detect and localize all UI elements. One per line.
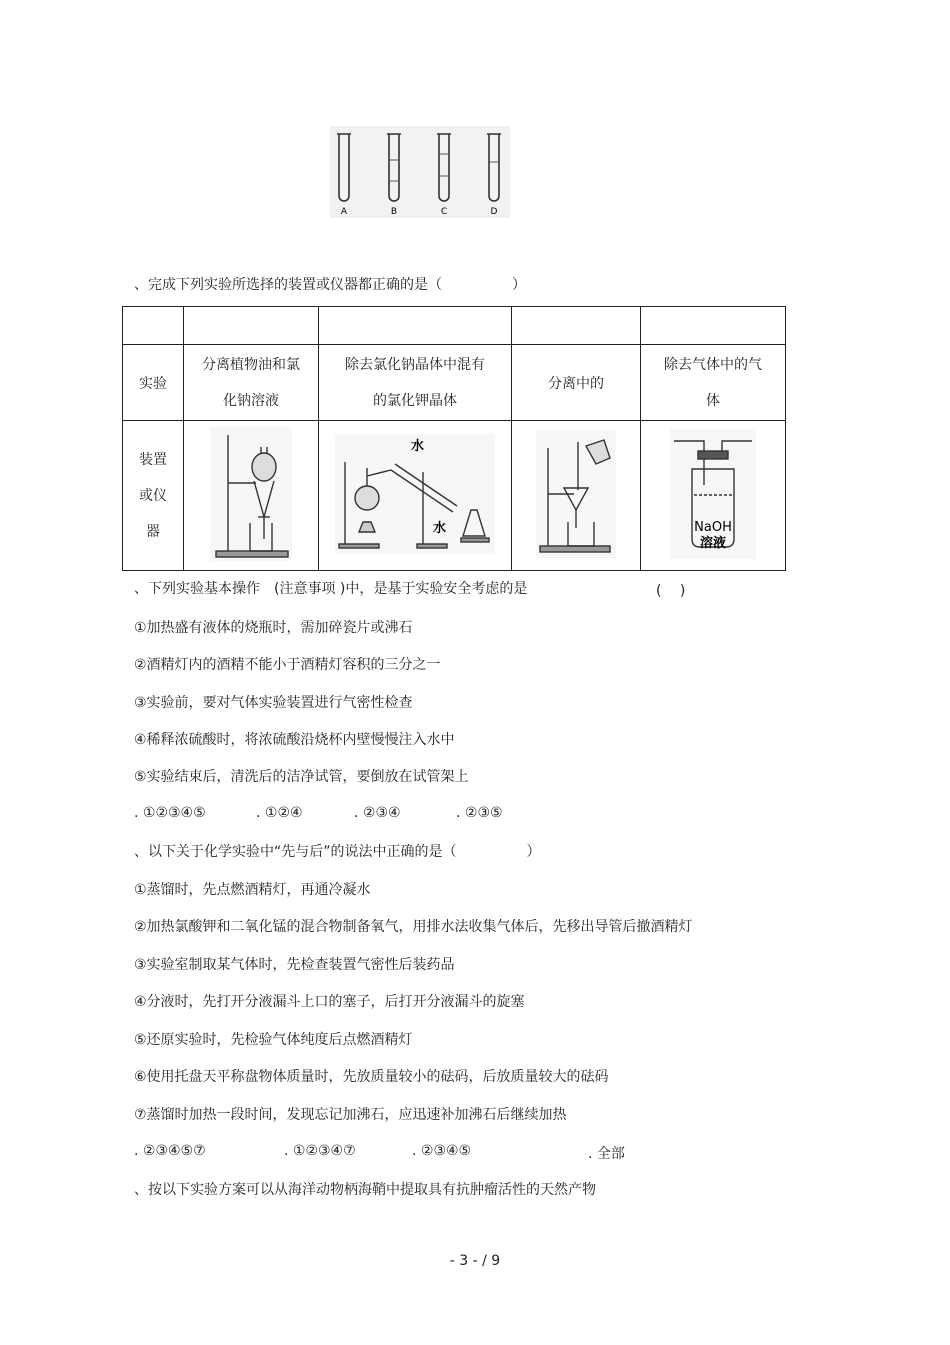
safety-option-c: . ②③④ xyxy=(354,805,401,821)
row-label-apparatus: 装置 或仪 器 xyxy=(123,421,184,571)
distillation-drawing xyxy=(333,432,497,556)
naoh-label: NaOH xyxy=(694,519,732,535)
page-number: - 3 - / 9 xyxy=(449,1253,501,1269)
order-item-3: ③实验室制取某气体时，先检查装置气密性后装药品 xyxy=(134,957,455,973)
safety-item-4: ④稀释浓硫酸时，将浓硫酸沿烧杯内壁慢慢注入水中 xyxy=(134,732,455,748)
question-safety xyxy=(134,580,527,598)
water-out-label: 水 xyxy=(433,520,447,536)
order-item-6: ⑥使用托盘天平称盘物体质量时，先放质量较小的砝码，后放质量较大的砝码 xyxy=(134,1069,609,1085)
test-tubes-drawing xyxy=(330,126,510,218)
apparatus-separatory-funnel xyxy=(184,421,319,571)
order-item-2: ②加热氯酸钾和二氧化锰的混合物制备氧气，用排水法收集气体后，先移出导管后撤酒精灯 xyxy=(134,919,693,935)
tube-label-a: A xyxy=(340,207,348,217)
separatory-funnel-drawing xyxy=(206,425,296,563)
tube-a xyxy=(337,134,351,201)
apparatus-filtration xyxy=(512,421,641,571)
safety-item-3: ③实验前，要对气体实验装置进行气密性检查 xyxy=(134,695,413,711)
answer-bracket-safety: ( ) xyxy=(656,583,686,599)
experiment-cell-3: 分离中的 xyxy=(512,345,641,421)
row-label-experiment: 实验 xyxy=(123,345,184,421)
safety-item-1: ①加热盛有液体的烧瓶时，需加碎瓷片或沸石 xyxy=(134,620,413,636)
safety-item-5: ⑤实验结束后，清洗后的洁净试管，要倒放在试管架上 xyxy=(134,769,469,785)
test-tubes-figure xyxy=(330,126,510,218)
tube-label-c: C xyxy=(440,207,448,217)
tube-b xyxy=(387,134,401,201)
tube-label-b: B xyxy=(390,207,398,217)
question-safety-text: 、下列实验基本操作 (注意事项 )中，是基于实验安全考虑的是 xyxy=(134,581,528,597)
question-extraction: 、按以下实验方案可以从海洋动物柄海鞘中提取具有抗肿瘤活性的天然产物 xyxy=(134,1182,596,1198)
order-option-d: . 全部 xyxy=(588,1146,625,1162)
question-order: 、以下关于化学实验中“先与后”的说法中正确的是（ ） xyxy=(134,844,541,860)
tube-label-d: D xyxy=(490,207,498,217)
experiment-cell-2: 除去氯化钠晶体中混有 的氯化钾晶体 xyxy=(319,345,512,421)
water-in-label: 水 xyxy=(411,438,425,454)
order-item-7: ⑦蒸馏时加热一段时间，发现忘记加沸石，应迅速补加沸石后继续加热 xyxy=(134,1107,567,1123)
experiment-cell-1: 分离植物油和氯 化钠溶液 xyxy=(184,345,319,421)
apparatus-distillation xyxy=(319,421,512,571)
order-item-1: ①蒸馏时，先点燃酒精灯，再通冷凝水 xyxy=(134,882,371,898)
table-header-row xyxy=(123,307,786,345)
order-option-a: . ②③④⑤⑦ xyxy=(134,1143,206,1159)
table-row-apparatus xyxy=(123,421,786,571)
order-item-5: ⑤还原实验时，先检验气体纯度后点燃酒精灯 xyxy=(134,1032,413,1048)
order-option-c: . ②③④⑤ xyxy=(412,1143,472,1159)
order-item-4: ④分液时，先打开分液漏斗上口的塞子，后打开分液漏斗的旋塞 xyxy=(134,994,525,1010)
filtration-drawing xyxy=(534,428,618,560)
safety-item-2: ②酒精灯内的酒精不能小于酒精灯容积的三分之一 xyxy=(134,657,441,673)
apparatus-table xyxy=(122,306,786,571)
table-row-experiment xyxy=(123,345,786,421)
safety-option-a: . ①②③④⑤ xyxy=(134,805,206,821)
safety-option-d: . ②③⑤ xyxy=(456,805,503,821)
tube-c xyxy=(437,134,451,201)
apparatus-gas-washing-bottle xyxy=(641,421,786,571)
tube-d xyxy=(487,134,501,201)
gas-washing-bottle-drawing xyxy=(668,427,758,561)
safety-option-b: . ①②④ xyxy=(256,805,303,821)
order-option-b: . ①②③④⑦ xyxy=(284,1143,356,1159)
experiment-cell-4: 除去气体中的气 体 xyxy=(641,345,786,421)
question-apparatus: 、完成下列实验所选择的装置或仪器都正确的是（ ） xyxy=(134,277,526,293)
solution-label: 溶液 xyxy=(699,535,727,551)
